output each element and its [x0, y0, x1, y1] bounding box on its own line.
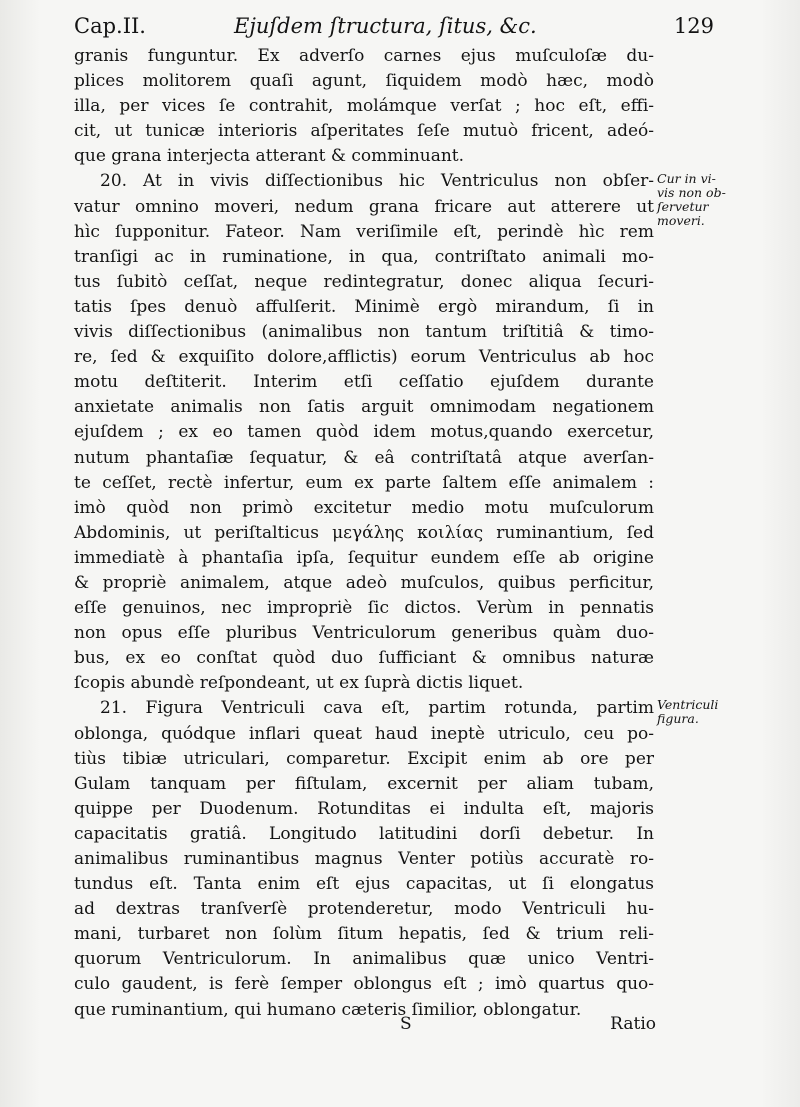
text-line: anxietate animalis non ſatis arguit omnimodam negationem [74, 397, 654, 418]
margin-note-cur-in-vivis [657, 172, 757, 228]
text-line: que grana interjecta atterant & comminuant. [74, 146, 465, 167]
text-line: quippe per Duodenum. Rotunditas ei indulta eſt, majoris [74, 798, 654, 819]
text-line: culo gaudent, is ferè ſemper oblongus eſt ; imò quartus quo- [74, 974, 654, 995]
page-number: 129 [673, 14, 714, 38]
text-line: illa, per vices ſe contrahit, molámque verſat ; hoc eſt, effi- [74, 96, 654, 117]
margin-note-line: figura. [657, 711, 699, 726]
running-title: Ejuſdem ſtructura, ſitus, &c. [234, 14, 537, 38]
text-line: plices molitorem quaſi agunt, ſiquidem modò hæc, modò [74, 71, 654, 92]
margin-note-line: ſervetur [657, 199, 709, 214]
text-line: 20. At in vivis diſſectionibus hic Ventriculus non obſer- [100, 171, 654, 192]
text-line: cit, ut tunicæ interioris aſperitates ſeſe mutuò fricent, adeó- [74, 121, 654, 142]
text-line: ſcopis abundè reſpondeant, ut ex ſuprà dictis liquet. [74, 673, 524, 694]
text-line: tus ſubitò ceſſat, neque redintegratur, donec aliqua ſecuri- [74, 271, 654, 292]
margin-note-ventriculi-figura [657, 698, 757, 726]
margin-note-line: Cur in vi- [657, 171, 716, 186]
running-header [74, 8, 714, 42]
text-line: bus, ex eo conſtat quòd duo ſufficiant & omnibus naturæ [74, 648, 654, 669]
text-line: Abdominis, ut periſtalticus μεγάλης κοιλίας ruminantium, ſed [74, 522, 654, 543]
text-line: quorum Ventriculorum. In animalibus quæ unico Ventri- [74, 949, 654, 970]
text-line: te ceſſet, rectè infertur, eum ex parte ſaltem eſſe animalem : [74, 472, 654, 493]
text-line: eſſe genuinos, nec impropriè ſic dictos. Verùm in pennatis [74, 598, 654, 619]
main-text [74, 44, 654, 1023]
text-line: re, ſed & exquiſito dolore,afflictis) eorum Ventriculus ab hoc [74, 347, 654, 368]
margin-note-line: Ventriculi [657, 697, 719, 712]
margin-note-line: vis non ob- [657, 185, 726, 200]
page-footer [74, 1014, 654, 1040]
chapter-label: Cap.II. [74, 14, 146, 38]
text-line: tranſigi ac in ruminatione, in qua, contriſtato animali mo- [74, 246, 654, 267]
text-line: tiùs tibiæ utriculari, comparetur. Excipit enim ab ore per [74, 748, 654, 769]
text-line: ad dextras tranſverſè protenderetur, modo Ventriculi hu- [74, 899, 654, 920]
text-line: ejuſdem ; ex eo tamen quòd idem motus,quando exercetur, [74, 422, 654, 443]
text-line: nutum phantaſiæ ſequatur, & eâ contriſtatâ atque averſan- [74, 447, 654, 468]
text-line: animalibus ruminantibus magnus Venter potiùs accuratè ro- [74, 849, 654, 869]
text-line: motu deſtiterit. Interim etſi ceſſatio ejuſdem durante [74, 372, 654, 393]
catchword: Ratio [610, 1014, 656, 1034]
text-line: immediatè à phantaſia ipſa, ſequitur eundem eſſe ab origine [74, 547, 654, 568]
text-line: granis funguntur. Ex adverſo carnes ejus muſculoſæ du- [74, 46, 654, 66]
signature-mark: S [400, 1014, 412, 1034]
text-line: hìc ſupponitur. Fateor. Nam veriſimile eſt, perindè hìc rem [74, 221, 654, 242]
text-line: vivis diſſectionibus (animalibus non tantum triſtitiâ & timo- [74, 322, 654, 343]
text-line: mani, turbaret non ſolùm ſitum hepatis, ſed & trium reli- [74, 924, 654, 945]
text-line: Gulam tanquam per fiſtulam, excernit per aliam tubam, [74, 773, 654, 794]
text-line: oblonga, quódque inflari queat haud ineptè utriculo, ceu po- [74, 723, 654, 744]
margin-note-line: moveri. [657, 213, 705, 228]
text-line: tundus eſt. Tanta enim eſt ejus capacitas, ut ſi elongatus [74, 874, 654, 895]
text-line: imò quòd non primò excitetur medio motu muſculorum [74, 497, 654, 518]
text-line: capacitatis gratiâ. Longitudo latitudini dorſi debetur. In [74, 823, 654, 844]
text-line: & propriè animalem, atque adeò muſculos, quibus perficitur, [74, 572, 654, 593]
text-line: vatur omnino moveri, nedum grana fricare aut atterere ut [74, 196, 654, 217]
text-line: non opus eſſe pluribus Ventriculorum generibus quàm duo- [74, 623, 654, 644]
text-line: 21. Figura Ventriculi cava eſt, partim rotunda, partim [100, 698, 654, 719]
text-line: que ruminantium, qui humano cæteris ſimilior, oblongatur. [74, 999, 582, 1020]
text-line: tatis ſpes denuò affulſerit. Minimè ergò mirandum, ſi in [74, 296, 654, 317]
